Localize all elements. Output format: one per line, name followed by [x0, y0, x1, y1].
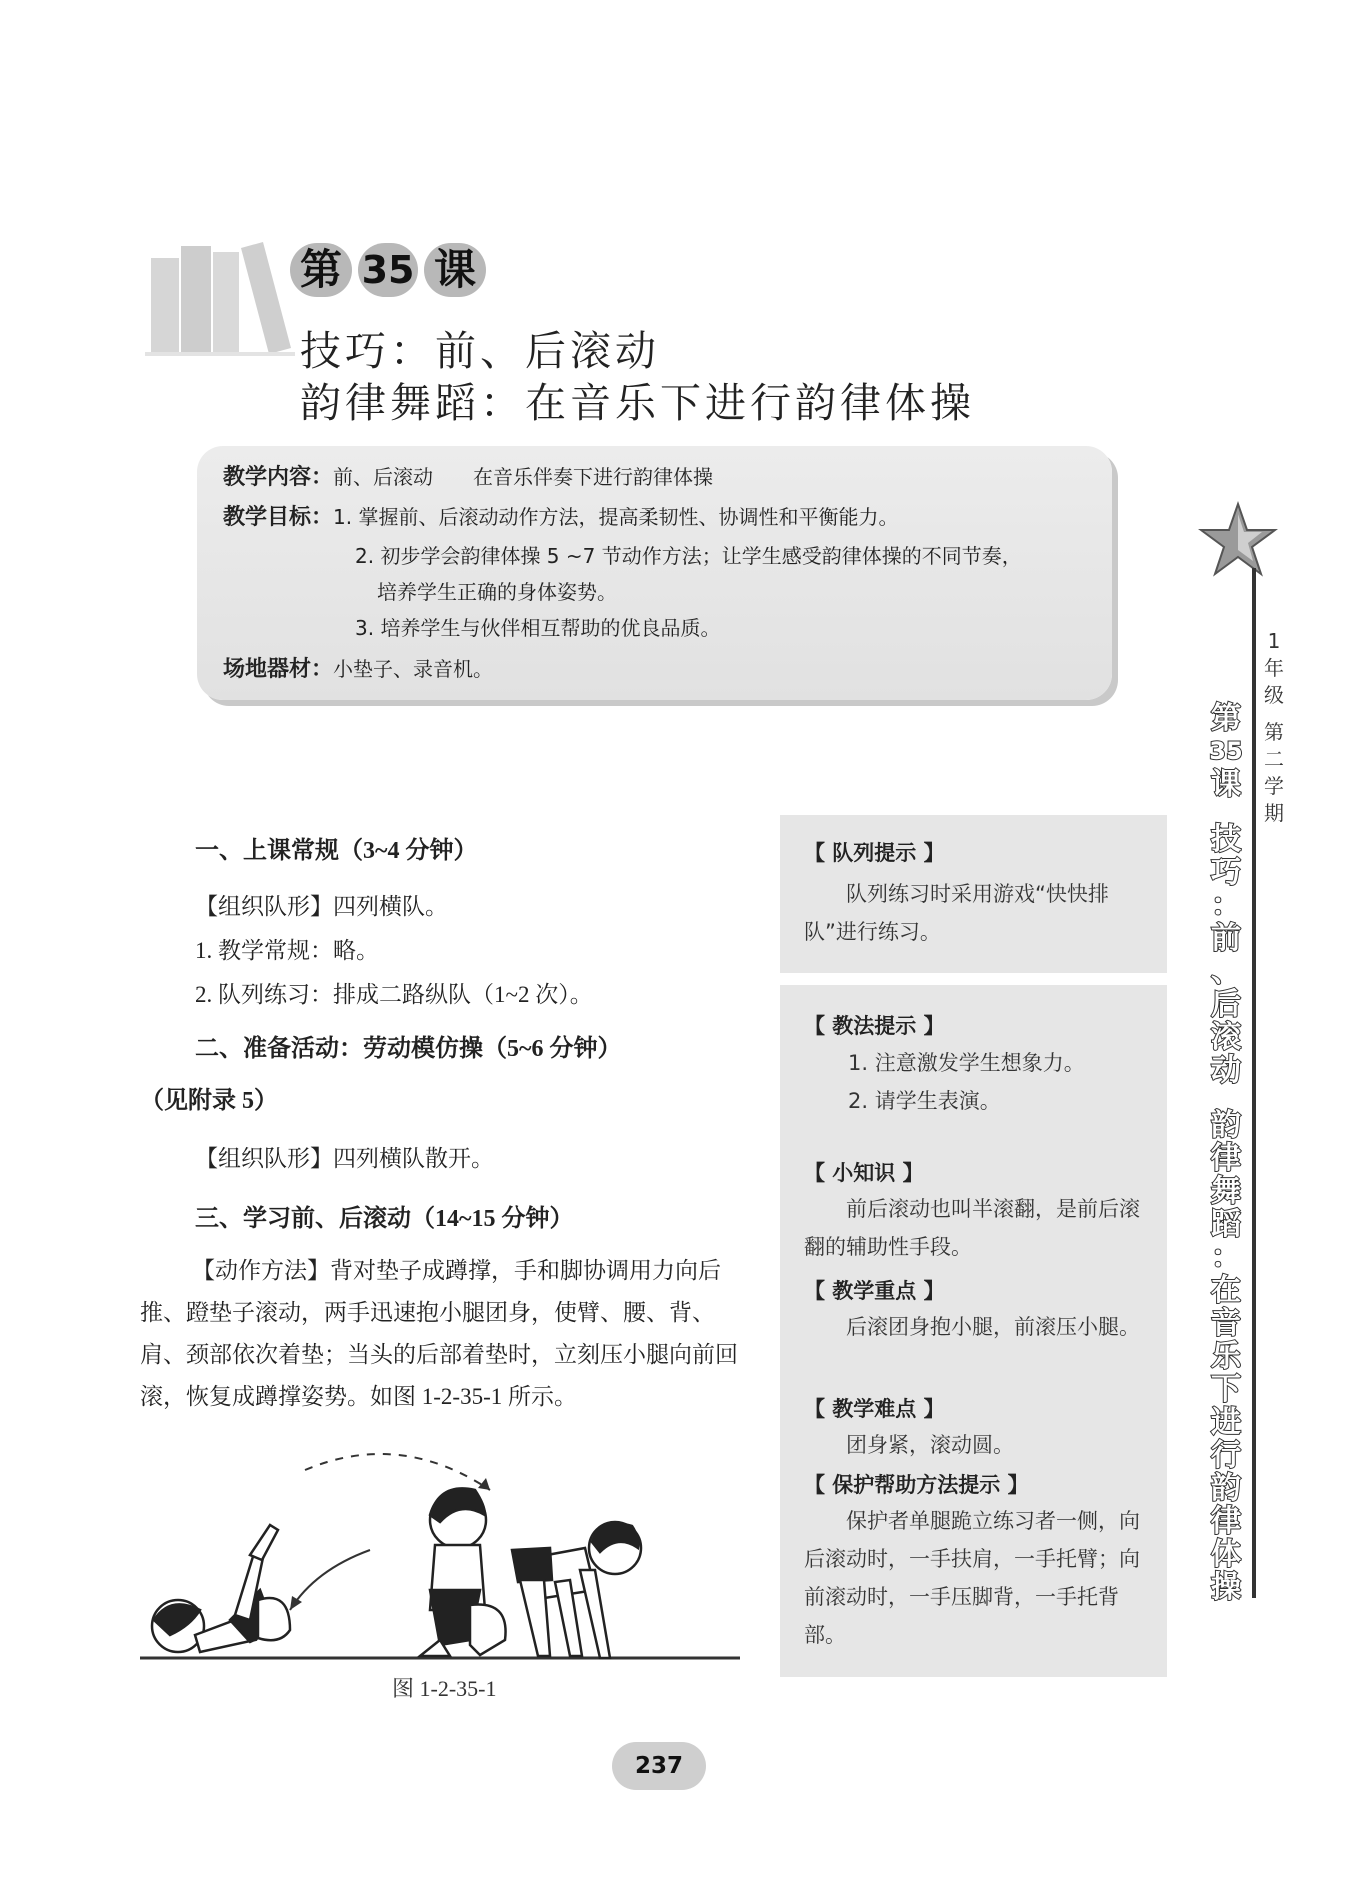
side-char: 操 [1211, 1570, 1241, 1605]
equip-label: 场地器材： [223, 657, 334, 682]
section1-heading: 一、上课常规（3~4 分钟） [195, 838, 478, 864]
section2-heading-cont: （见附录 5） [140, 1088, 278, 1114]
side-char: 、 [1211, 954, 1241, 989]
page-number: 237 [612, 1742, 706, 1790]
content-text: 前、后滚动 在音乐伴奏下进行韵律体操 [333, 465, 714, 489]
side-char: 韵 [1211, 1471, 1241, 1506]
side-char: 前 [1211, 921, 1241, 956]
grade-char: 二 [1264, 747, 1284, 771]
side-char: 下 [1211, 1372, 1241, 1407]
side-char: 技 [1211, 822, 1241, 857]
side-char: 律 [1211, 1141, 1241, 1176]
side-char: 蹈 [1211, 1207, 1241, 1242]
side-char: 在 [1211, 1273, 1241, 1308]
grade-char: 期 [1264, 801, 1284, 825]
lesson-number: 35 [358, 243, 418, 297]
lesson-badge [290, 243, 486, 297]
section2-formation: 【组织队形】四列横队散开。 [195, 1146, 494, 1171]
method-tip-2: 2. 请学生表演。 [848, 1089, 1001, 1113]
key-point-text: 后滚团身抱小腿，前滚压小腿。 [846, 1315, 1140, 1339]
knowledge-title: 【 小知识 】 [804, 1161, 924, 1185]
side-char: 第 [1211, 701, 1241, 736]
side-char: 律 [1211, 1504, 1241, 1539]
teaching-tips-panel [780, 985, 1167, 1677]
grade-char: 第 [1264, 720, 1284, 744]
goal-label: 教学目标： [223, 505, 334, 530]
goal-3: 3. 培养学生与伙伴相互帮助的优良品质。 [355, 616, 721, 640]
side-char: 舞 [1211, 1174, 1241, 1209]
side-char: 后 [1211, 987, 1241, 1022]
figure-caption: 图 1-2-35-1 [392, 1676, 497, 1701]
help-method-text: 保护者单腿跪立练习者一侧，向后滚动时，一手扶肩，一手托臂；向前滚动时，一手压脚背，一手托背部。 [804, 1509, 1140, 1647]
difficulty-text: 团身紧，滚动圆。 [846, 1433, 1014, 1457]
side-char: ： [1211, 1240, 1241, 1275]
star-icon [1198, 500, 1278, 580]
equip-row [223, 652, 493, 683]
goal-row [223, 500, 898, 531]
page-title-line2: 韵律舞蹈：在音乐下进行韵律体操 [300, 379, 975, 427]
side-char: 滚 [1211, 1020, 1241, 1055]
section1-formation: 【组织队形】四列横队。 [195, 894, 448, 919]
lesson-suffix: 课 [424, 243, 486, 297]
equip-text: 小垫子、录音机。 [333, 657, 494, 681]
section3-heading: 三、学习前、后滚动（14~15 分钟） [195, 1206, 574, 1232]
side-char: 音 [1211, 1306, 1241, 1341]
books-icon [145, 238, 295, 358]
side-char: ： [1211, 888, 1241, 923]
side-char: 体 [1211, 1537, 1241, 1572]
grade-vertical [1262, 628, 1286, 827]
side-divider [1252, 568, 1256, 1598]
section1-item1: 1. 教学常规：略。 [195, 938, 379, 963]
goal-2a: 2. 初步学会韵律体操 5 ~7 节动作方法；让学生感受韵律体操的不同节奏， [355, 544, 1022, 568]
page-title-line1: 技巧：前、后滚动 [300, 327, 660, 375]
side-char: 35 [1209, 737, 1243, 765]
content-row [223, 460, 713, 491]
side-char: 行 [1211, 1438, 1241, 1473]
side-char: 巧 [1211, 855, 1241, 890]
grade-char: 级 [1264, 683, 1284, 707]
content-label: 教学内容： [223, 465, 334, 490]
queue-tip-text: 队列练习时采用游戏“快快排队”进行练习。 [804, 882, 1109, 944]
goal-2b: 培养学生正确的身体姿势。 [377, 580, 617, 604]
method-tip-1: 1. 注意激发学生想象力。 [848, 1051, 1085, 1075]
lesson-prefix: 第 [290, 243, 352, 297]
grade-char: 1 [1267, 629, 1281, 653]
side-char: 进 [1211, 1405, 1241, 1440]
method-tip-title: 【 教法提示 】 [804, 1014, 945, 1038]
rolling-figure [140, 1430, 740, 1665]
side-char: 课 [1211, 767, 1241, 802]
side-char: 乐 [1211, 1339, 1241, 1374]
objectives-box [197, 446, 1112, 700]
knowledge-text: 前后滚动也叫半滚翻，是前后滚翻的辅助性手段。 [804, 1197, 1140, 1259]
section2-heading: 二、准备活动：劳动模仿操（5~6 分钟） [195, 1036, 622, 1062]
queue-tip-panel [780, 815, 1167, 973]
help-method-title: 【 保护帮助方法提示 】 [804, 1473, 1029, 1497]
side-char: 动 [1211, 1053, 1241, 1088]
grade-char: 学 [1264, 774, 1284, 798]
goal-1: 1. 掌握前、后滚动动作方法，提高柔韧性、协调性和平衡能力。 [333, 505, 899, 529]
lesson-vertical [1206, 702, 1246, 1604]
section3-method: 【动作方法】背对垫子成蹲撑，手和脚协调用力向后推、蹬垫子滚动，两手迅速抱小腿团身，使臂、腰、背、肩、颈部依次着垫；当头的后部着垫时，立刻压小腿向前回滚，恢复成蹲撑姿势。如图 1-2-35-1 所示。 [140, 1258, 738, 1409]
section1-item2: 2. 队列练习：排成二路纵队（1~2 次）。 [195, 982, 593, 1007]
key-point-title: 【 教学重点 】 [804, 1279, 945, 1303]
grade-char: 年 [1264, 656, 1284, 680]
side-char: 韵 [1211, 1108, 1241, 1143]
queue-tip-title: 【 队列提示 】 [804, 841, 945, 865]
difficulty-title: 【 教学难点 】 [804, 1397, 945, 1421]
